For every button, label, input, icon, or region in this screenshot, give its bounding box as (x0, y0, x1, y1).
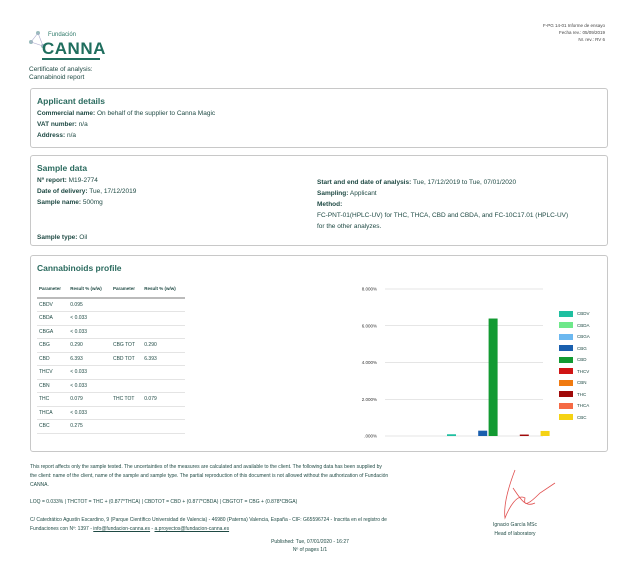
chart-legend (559, 308, 590, 423)
method-line1: FC-PNT-01(HPLC-UV) for THC, THCA, CBD and CBDA, and FC-10C17.01 (HPLC-UV) (317, 212, 569, 219)
legend-swatch (559, 403, 573, 409)
table-cell (111, 420, 142, 434)
table-cell: < 0.033 (68, 312, 111, 326)
table-cell (142, 379, 185, 393)
legend-item (559, 389, 590, 401)
address-line: Fundaciones con Nº: 1397 - (30, 526, 94, 532)
bar-cbdv (447, 434, 456, 436)
vat-number (37, 119, 607, 130)
address (30, 516, 460, 534)
legend-label: CBD (577, 357, 587, 363)
signer-name: Ignacio García MSc (493, 522, 537, 528)
label: Address: (37, 132, 66, 139)
label: Method: (317, 201, 343, 208)
table-cell (142, 420, 185, 434)
legend-label: THC (577, 391, 587, 397)
legend-label: THCV (577, 368, 590, 374)
sample-name: 500mg (82, 199, 103, 206)
doc-meta (543, 22, 605, 43)
legend-item (559, 354, 590, 366)
label: VAT number: (37, 121, 77, 128)
y-tick-label: 6.000% (361, 323, 377, 329)
legend-label: CBN (577, 380, 587, 386)
table-cell: CBC (37, 420, 68, 434)
table-cell: CBDV (37, 298, 68, 312)
table-cell (111, 325, 142, 339)
value: Oil (79, 234, 88, 241)
y-tick-label: 4.000% (361, 360, 377, 365)
table-row (37, 379, 185, 393)
table-row (37, 406, 185, 420)
table-cell (111, 312, 142, 326)
section-title: Sample data (37, 163, 88, 173)
cannabinoid-bar-chart (341, 281, 551, 446)
sampling: Applicant (349, 190, 377, 197)
legend-label: CBGA (577, 334, 590, 340)
y-tick-label: 8.000% (361, 286, 377, 292)
table-row (37, 312, 185, 326)
table-row (37, 325, 185, 339)
col-header: Result % (w/w) (142, 280, 185, 298)
page-count: Nº of pages 1/1 (292, 547, 328, 553)
table-cell (111, 298, 142, 312)
y-tick-label: 2.000% (361, 396, 377, 402)
disclaimer-line: the client: name of the client, name of the sample and sample type. The partial reproduction of this document is not allowed without the authorization of Fundación (30, 473, 389, 479)
legend-label: THCA (577, 403, 590, 409)
table-cell: 0.095 (68, 298, 111, 312)
separator: - (150, 526, 155, 532)
table-cell: 0.290 (68, 339, 111, 353)
legend-item (559, 412, 590, 424)
delivery-date: Tue, 17/12/2019 (89, 188, 137, 195)
table-cell (111, 379, 142, 393)
table-cell: 6.393 (142, 352, 185, 366)
method-line2: for the other analyzes. (317, 223, 382, 230)
email-link[interactable]: a.proyectos@fundacion-canna.es (154, 526, 230, 532)
legend-swatch (559, 380, 573, 386)
cannabinoids-profile (30, 255, 608, 452)
table-cell: CBGA (37, 325, 68, 339)
legend-swatch (559, 322, 573, 328)
legend-item (559, 343, 590, 355)
document-title (29, 66, 93, 81)
doc-code: F-PG 14-01 Informe de ensayo (542, 23, 605, 28)
table-cell: CBD TOT (111, 352, 142, 366)
table-cell: < 0.033 (68, 406, 111, 420)
table-cell: THCA (37, 406, 68, 420)
table-cell: 6.393 (68, 352, 111, 366)
legend-item (559, 366, 590, 378)
legend-item (559, 308, 590, 320)
rev-date: Fecha rev.: 05/09/2019 (559, 30, 605, 35)
legend-item (559, 331, 590, 343)
table-row (37, 420, 185, 434)
sample-left (31, 175, 136, 208)
y-tick-label: .000% (364, 433, 377, 439)
label: Commercial name: (37, 110, 96, 117)
table-cell: 0.079 (142, 393, 185, 407)
table-cell: < 0.033 (68, 366, 111, 380)
table-cell: CBDA (37, 312, 68, 326)
table-row (37, 298, 185, 312)
value: n/a (78, 121, 88, 128)
disclaimer-line: CANNA. (30, 482, 49, 488)
table-row (37, 352, 185, 366)
label: Sampling: (317, 190, 349, 197)
table-cell (142, 298, 185, 312)
table-cell: CBG (37, 339, 68, 353)
table-cell (142, 325, 185, 339)
section-title: Applicant details (37, 96, 106, 106)
table-cell: 0.290 (142, 339, 185, 353)
table-cell: CBD (37, 352, 68, 366)
label: Date of delivery: (37, 188, 88, 195)
table-row (37, 393, 185, 407)
signer-role: Head of laboratory (494, 531, 536, 537)
bar-thc (520, 435, 529, 436)
published-date: Published: Tue, 07/01/2020 - 16:27 (271, 539, 349, 545)
sample-type (37, 232, 87, 243)
bar-cbd (489, 319, 498, 436)
address-line: C/ Catedrático Agustín Escardino, 9 (Parque Científico Universidad de Valencia) - 46980 (Paterna) Valencia, España - CIF: G65596724 - Inscrita en el registro de (30, 517, 387, 523)
col-header: Parameter (37, 280, 68, 298)
disclaimer-line: This report affects only the sample tested. The uncertainties of the measures are calculated and available to the client. The following data has been supplied by (30, 464, 382, 470)
legend-label: CBDV (577, 311, 590, 317)
table-cell (111, 406, 142, 420)
label: Sample name: (37, 199, 82, 206)
legend-swatch (559, 391, 573, 397)
applicant-details (30, 88, 608, 148)
legend-item (559, 377, 590, 389)
logo-underline (42, 58, 100, 60)
table-cell: < 0.033 (68, 325, 111, 339)
table-cell (142, 406, 185, 420)
table-cell: 0.275 (68, 420, 111, 434)
legend-swatch (559, 345, 573, 351)
address (37, 130, 607, 141)
label: Nº report: (37, 177, 67, 184)
value: n/a (67, 132, 77, 139)
rev-number: Nr. rev.: RV 6 (578, 37, 605, 42)
table-cell: THCV (37, 366, 68, 380)
label: Sample type: (37, 234, 78, 241)
table-cell (142, 366, 185, 380)
formula: LOQ = 0.033% | THCTOT = THC + (0.877*THCA) | CBDTOT = CBD + (0.877*CBDA) | CBGTOT = CBG + (0.878*CBGA) (30, 499, 298, 505)
table-row (37, 339, 185, 353)
signer (470, 521, 560, 539)
label: Start and end date of analysis: (317, 179, 412, 186)
legend-item (559, 320, 590, 332)
table-cell: CBN (37, 379, 68, 393)
disclaimer (30, 463, 460, 490)
analysis-dates: Tue, 17/12/2019 to Tue, 07/01/2020 (412, 179, 517, 186)
legend-swatch (559, 357, 573, 363)
bar-cbg (478, 431, 487, 436)
cert-line2: Cannabinoid report (29, 73, 85, 81)
commercial-name (37, 108, 607, 119)
value: On behalf of the supplier to Canna Magic (96, 110, 216, 117)
legend-label: CBG (577, 345, 587, 351)
legend-swatch (559, 414, 573, 420)
legend-swatch (559, 368, 573, 374)
legend-label: CBDA (577, 322, 590, 328)
report-number: M19-2774 (68, 177, 98, 184)
table-cell: CBG TOT (111, 339, 142, 353)
table-cell (111, 366, 142, 380)
sample-right (311, 177, 568, 232)
table-cell: 0.079 (68, 393, 111, 407)
table-row (37, 366, 185, 380)
logo (28, 28, 108, 62)
cert-line1: Certificate of analysis: (29, 66, 93, 73)
publication (200, 538, 420, 554)
section-title: Cannabinoids profile (37, 263, 122, 273)
col-header: Parameter (111, 280, 142, 298)
table-cell: THC (37, 393, 68, 407)
legend-item (559, 400, 590, 412)
sample-data (30, 155, 608, 246)
table-cell (142, 312, 185, 326)
legend-swatch (559, 311, 573, 317)
col-header: Result % (w/w) (68, 280, 111, 298)
table-cell: THC TOT (111, 393, 142, 407)
logo-subtitle: Fundación (48, 32, 77, 38)
email-link[interactable]: info@fundacion-canna.es (93, 526, 151, 532)
bar-cbc (541, 431, 550, 436)
legend-label: CBC (577, 414, 587, 420)
results-table (37, 280, 185, 434)
table-cell: < 0.033 (68, 379, 111, 393)
legend-swatch (559, 334, 573, 340)
logo-title: CANNA (42, 39, 106, 58)
signature (495, 468, 565, 523)
